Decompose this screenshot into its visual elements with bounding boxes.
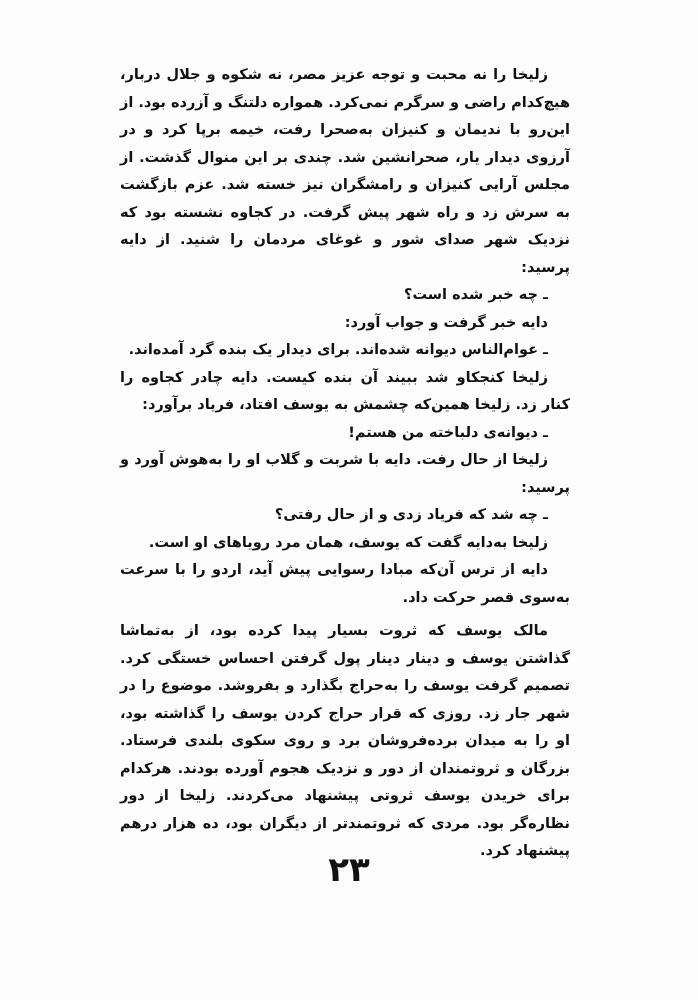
paragraph-intro: زلیخا را نه محبت و توجه عزیز مصر، نه شکوه و جلال دربار، هیچ‌کدام راضی و سرگرم نمی‌کرد. همواره دلتنگ و آزرده بود. از این‌رو با ندیمان و کنیزان به‌صحرا رفت، خیمه برپا کرد و در آرزوی دیدار یار، صحرانشین شد. چندی بر این منوال گذشت. از مجلس آرایی کنیزان و رامشگران نیز خسته شد. عزم بازگشت به سرش زد و راه شهر پیش گرفت. در کجاوه نشسته بود که نزدیک شهر صدای شور و غوغای مردمان را شنید. از دایه پرسید: [120,67,570,276]
paragraph: دایه خبر گرفت و جواب آورد: [344,314,548,331]
page-number: ۲۳ [328,850,370,890]
paragraph-auction: مالک یوسف که ثروت بسیار پیدا کرده بود، از به‌تماشا گذاشتن یوسف و دینار دینار پول گرفتن احساس خستگی کرد. تصمیم گرفت یوسف را به‌حراج بگذارد و بفروشد. موضوع را در شهر جار زد. روزی که قرار حراج کردن یوسف را گذاشته بود، او را به میدان برده‌فروشان برد و روی سکوی بلندی فرستاد. بزرگان و ثروتمندان از دور و نزدیک هجوم آورده بودند. هرکدام برای خریدن یوسف ثروتی پیشنهاد می‌کردند. زلیخا از دور نظاره‌گر بود. مردی که ثروتمندتر از دیگران بود، ده هزار درهم پیشنهاد کرد. [120,623,570,859]
dialogue-line: ـ چه شد که فریاد زدی و از حال رفتی؟ [274,507,548,523]
dialogue-line: ـ چه خبر شده است؟ [404,287,548,303]
paragraph: دایه از ترس آن‌که مبادا رسوایی پیش آید، اردو را با سرعت به‌سوی قصر حرکت داد. [120,562,570,606]
paragraph: زلیخا به‌دایه گفت که یوسف، همان مرد رویاهای او است. [148,534,548,551]
dialogue-line: ـ عوام‌الناس دیوانه شده‌اند. برای دیدار یک بنده گرد آمده‌اند. [128,342,548,358]
paragraph: زلیخا از حال رفت. دایه با شربت و گلاب او را به‌هوش آورد و پرسید: [120,452,570,496]
dialogue-line: ـ دیوانه‌ی دلباخته من هستم! [348,424,548,441]
page-body [120,62,570,866]
paragraph: زلیخا کنجکاو شد ببیند آن بنده کیست. دایه چادر کجاوه را کنار زد. زلیخا همین‌که چشمش به یوسف افتاد، فریاد برآورد: [120,369,570,413]
